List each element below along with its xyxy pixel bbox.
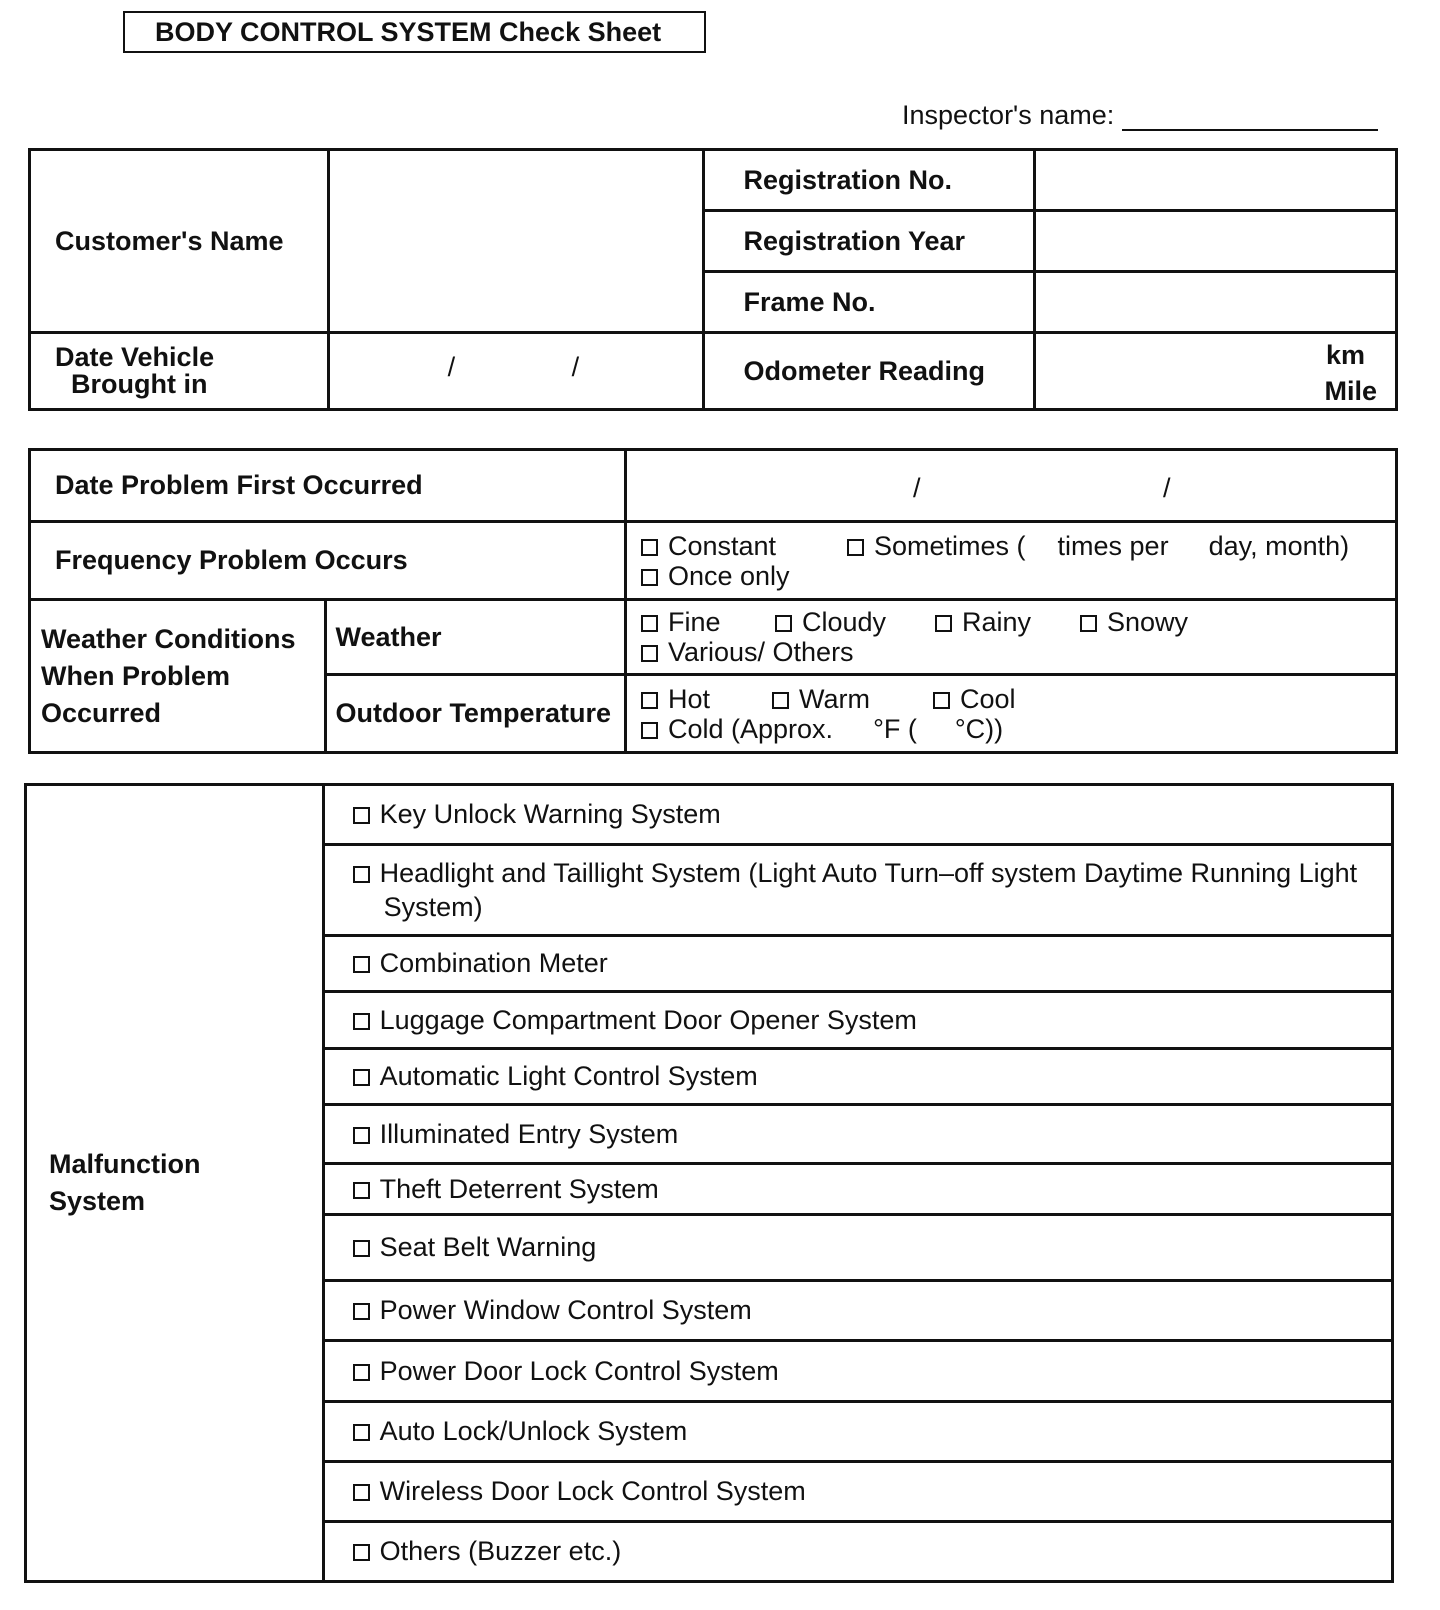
registration-year-input[interactable] — [1035, 211, 1397, 272]
checkbox-icon[interactable] — [641, 722, 658, 739]
fahrenheit-label: °F ( — [873, 713, 917, 744]
malfunction-item-headlight-taillight[interactable]: Headlight and Taillight System (Light Auto Turn–off system Daytime Running Light System) — [323, 845, 1392, 936]
frame-no-input[interactable] — [1035, 272, 1397, 333]
first-occurred-label: Date Problem First Occurred — [30, 450, 626, 522]
temperature-option-cool[interactable]: Cool — [933, 684, 1016, 714]
odometer-unit-km: km — [1325, 340, 1365, 370]
weather-option-fine[interactable]: Fine — [641, 607, 775, 637]
weather-option-snowy[interactable]: Snowy — [1080, 607, 1188, 637]
odometer-unit-mile: Mile — [1324, 376, 1377, 406]
frequency-day-month: day, month) — [1208, 530, 1350, 561]
checkbox-icon[interactable] — [933, 692, 950, 709]
checkbox-icon[interactable] — [641, 615, 658, 632]
frame-no-label: Frame No. — [704, 272, 1035, 333]
registration-no-label: Registration No. — [704, 150, 1035, 211]
temperature-option-cold[interactable]: Cold (Approx. — [641, 714, 833, 744]
malfunction-item-power-window-control[interactable]: Power Window Control System — [323, 1281, 1392, 1341]
customer-name-input[interactable] — [328, 150, 704, 333]
checkbox-icon[interactable] — [353, 1069, 370, 1086]
weather-options — [625, 600, 1396, 675]
checkbox-icon[interactable] — [641, 539, 658, 556]
frequency-options — [625, 522, 1396, 600]
frequency-option-constant[interactable]: Constant — [641, 531, 847, 561]
date-brought-in-label — [30, 333, 329, 410]
vehicle-info-table — [28, 148, 1398, 411]
malfunction-item-auto-lock-unlock[interactable]: Auto Lock/Unlock System — [323, 1402, 1392, 1462]
first-occurred-input[interactable] — [625, 450, 1396, 522]
malfunction-item-theft-deterrent[interactable]: Theft Deterrent System — [323, 1164, 1392, 1215]
malfunction-item-power-door-lock-control[interactable]: Power Door Lock Control System — [323, 1341, 1392, 1402]
inspector-field — [902, 100, 1378, 131]
checkbox-icon[interactable] — [353, 956, 370, 973]
frequency-times-per: times per — [1057, 530, 1169, 561]
registration-no-input[interactable] — [1035, 150, 1397, 211]
checkbox-icon[interactable] — [1080, 615, 1097, 632]
temperature-option-hot[interactable]: Hot — [641, 684, 772, 714]
checkbox-icon[interactable] — [353, 1182, 370, 1199]
checkbox-icon[interactable] — [353, 1013, 370, 1030]
checkbox-icon[interactable] — [847, 539, 864, 556]
malfunction-item-luggage-door-opener[interactable]: Luggage Compartment Door Opener System — [323, 992, 1392, 1049]
celsius-label: °C)) — [954, 713, 1004, 744]
inspector-label: Inspector's name: — [902, 100, 1115, 130]
date-separator: / — [571, 352, 580, 382]
temperature-options — [625, 675, 1396, 753]
checkbox-icon[interactable] — [641, 569, 658, 586]
checkbox-icon[interactable] — [353, 1424, 370, 1441]
malfunction-item-key-unlock-warning[interactable]: Key Unlock Warning System — [323, 785, 1392, 845]
problem-conditions-table — [28, 448, 1398, 754]
malfunction-system-label: Malfunction System — [26, 785, 324, 1582]
checkbox-icon[interactable] — [641, 645, 658, 662]
weather-label: Weather — [326, 600, 626, 675]
headlight-continuation: System) — [383, 892, 483, 922]
inspector-name-input[interactable] — [1122, 101, 1378, 131]
frequency-option-sometimes[interactable]: Sometimes ( — [847, 531, 1026, 561]
registration-year-label: Registration Year — [704, 211, 1035, 272]
date-brought-in-label-line2: Brought in — [71, 369, 208, 399]
checkbox-icon[interactable] — [353, 1544, 370, 1561]
checkbox-icon[interactable] — [775, 615, 792, 632]
date-separator: / — [912, 473, 921, 503]
checkbox-icon[interactable] — [353, 1127, 370, 1144]
checkbox-icon[interactable] — [935, 615, 952, 632]
weather-option-cloudy[interactable]: Cloudy — [775, 607, 935, 637]
page-title: BODY CONTROL SYSTEM Check Sheet — [123, 11, 706, 53]
weather-conditions-label: Weather Conditions When Problem Occurred — [30, 600, 326, 753]
outdoor-temperature-label: Outdoor Temperature — [326, 675, 626, 753]
checkbox-icon[interactable] — [353, 1303, 370, 1320]
malfunction-item-automatic-light-control[interactable]: Automatic Light Control System — [323, 1049, 1392, 1105]
malfunction-item-seat-belt-warning[interactable]: Seat Belt Warning — [323, 1215, 1392, 1281]
checkbox-icon[interactable] — [353, 807, 370, 824]
frequency-option-once-only[interactable]: Once only — [641, 561, 790, 591]
weather-option-various-others[interactable]: Various/ Others — [641, 637, 854, 667]
frequency-label: Frequency Problem Occurs — [30, 522, 626, 600]
checkbox-icon[interactable] — [772, 692, 789, 709]
malfunction-item-wireless-door-lock[interactable]: Wireless Door Lock Control System — [323, 1462, 1392, 1522]
checkbox-icon[interactable] — [353, 1240, 370, 1257]
weather-option-rainy[interactable]: Rainy — [935, 607, 1080, 637]
checkbox-icon[interactable] — [353, 866, 370, 883]
odometer-label: Odometer Reading — [704, 333, 1035, 410]
odometer-input[interactable] — [1035, 333, 1397, 410]
checkbox-icon[interactable] — [641, 692, 658, 709]
date-brought-in-input[interactable] — [328, 333, 704, 410]
date-separator: / — [1162, 473, 1171, 503]
malfunction-item-illuminated-entry[interactable]: Illuminated Entry System — [323, 1105, 1392, 1164]
temperature-option-warm[interactable]: Warm — [772, 684, 933, 714]
checkbox-icon[interactable] — [353, 1364, 370, 1381]
date-brought-in-label-line1: Date Vehicle — [55, 342, 215, 372]
malfunction-system-table — [24, 783, 1394, 1583]
malfunction-item-combination-meter[interactable]: Combination Meter — [323, 936, 1392, 992]
customer-name-label: Customer's Name — [30, 150, 329, 333]
checkbox-icon[interactable] — [353, 1484, 370, 1501]
malfunction-item-others-buzzer[interactable]: Others (Buzzer etc.) — [323, 1522, 1392, 1582]
date-separator: / — [447, 352, 456, 382]
